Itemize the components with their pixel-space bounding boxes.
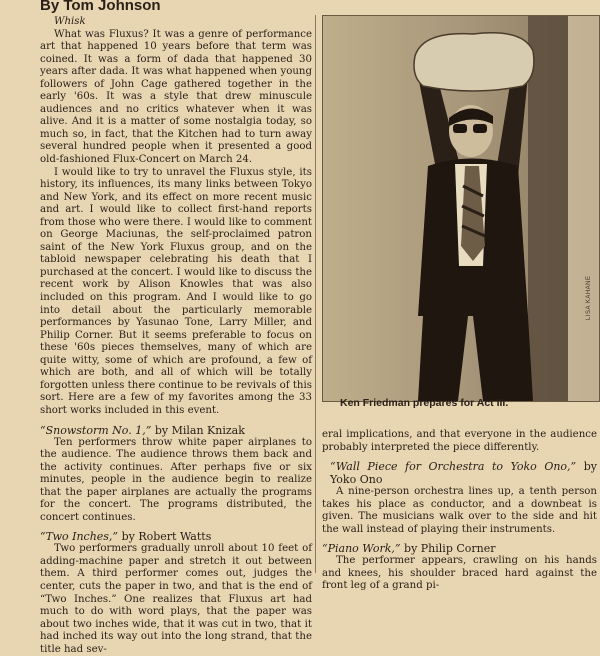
left-column bbox=[40, 16, 312, 656]
piece-text-snowstorm: Ten performers throw white paper airplanes to the audience. The audience throws them back and the activity continues. After perhaps five or six minutes, people in the audience begin to realize that the paper airplanes are actually the programs for the concert. The programs distributed, the concert continues. bbox=[40, 436, 312, 523]
right-column bbox=[322, 429, 597, 593]
piece-text-two-inches: Two performers gradually unroll about 10 feet of adding-machine paper and stretch it out between them. A third performer comes out, judges the center, cuts the paper in two, and that is the end of “Two Inches.” One realizes that Fluxus art had much to do with word plays, that the paper was about two inches wide, that it was cut in two, that it had inched its way out into the long strand, that the title had sev- bbox=[40, 543, 312, 655]
intro-paragraph-1: What was Fluxus? It was a genre of performance art that happened 10 years before that term was coined. It was a form of dada that happened 30 years after dada. It was what happened when young followers of John Cage gathered together in the early '60s. It was a style that drew minuscule audiences and no critics whatever when it was alive. And it is a matter of some nostalgia today, so much so, in fact, that the Kitchen had to turn away several hundred people when it presented a good old-fashioned Flux-Concert on March 24. bbox=[40, 28, 312, 166]
kicker: Whisk bbox=[54, 16, 86, 27]
piece-text-piano-work: The performer appears, crawling on his hands and knees, his shoulder braced hard against the front leg of a grand pi- bbox=[322, 555, 597, 592]
photo-illustration bbox=[323, 16, 599, 401]
photo-caption: Ken Friedman prepares for Act III. bbox=[340, 397, 509, 409]
column-divider bbox=[315, 15, 316, 573]
piece-title-snowstorm: “Snowstorm No. 1,” by Milan Knizak bbox=[40, 423, 245, 437]
piece-title-piano-work: “Piano Work,” by Philip Corner bbox=[322, 542, 496, 556]
piece-title-two-inches: “Two Inches,” by Robert Watts bbox=[40, 530, 212, 544]
piece-text-wall-piece: A nine-person orchestra lines up, a tenth person takes his place as conductor, and a downbeat is given. The musicians walk over to the side and hit the wall instead of playing their instruments. bbox=[322, 486, 597, 535]
photo-credit: LISA KAHANE bbox=[586, 275, 592, 320]
continuation-text: eral implications, and that everyone in the audience probably interpreted the piece differently. bbox=[322, 429, 597, 453]
piece-title-wall-piece: “Wall Piece for Orchestra to Yoko Ono,” by Yoko Ono bbox=[330, 460, 597, 487]
performance-photo bbox=[322, 15, 600, 402]
intro-paragraph-2: I would like to try to unravel the Fluxus style, its history, its influences, its many links between Tokyo and New York, and its effect on more recent music and art. I would like to collect first-hand reports from those who were there. I would like to comment on George Maciunas, the self-proclaimed patron saint of the New York Fluxus group, and on the tabloid newspaper celebrating his death that I purchased at the concert. I would like to discuss the recent work by Alison Knowles that was also included on this program. And I would like to go into detail about the particularly memorable performances by Yasunao Tone, Larry Miller, and Philip Corner. But it seems preferable to focus on these '60s pieces themselves, many of which are quite witty, some of which are profound, a few of which are both, and all of which will be totally forgotten unless there continue to be revivals of this sort. Here are a few of my favorites among the 33 short works included in this event. bbox=[40, 166, 312, 416]
byline: By Tom Johnson bbox=[40, 0, 161, 14]
